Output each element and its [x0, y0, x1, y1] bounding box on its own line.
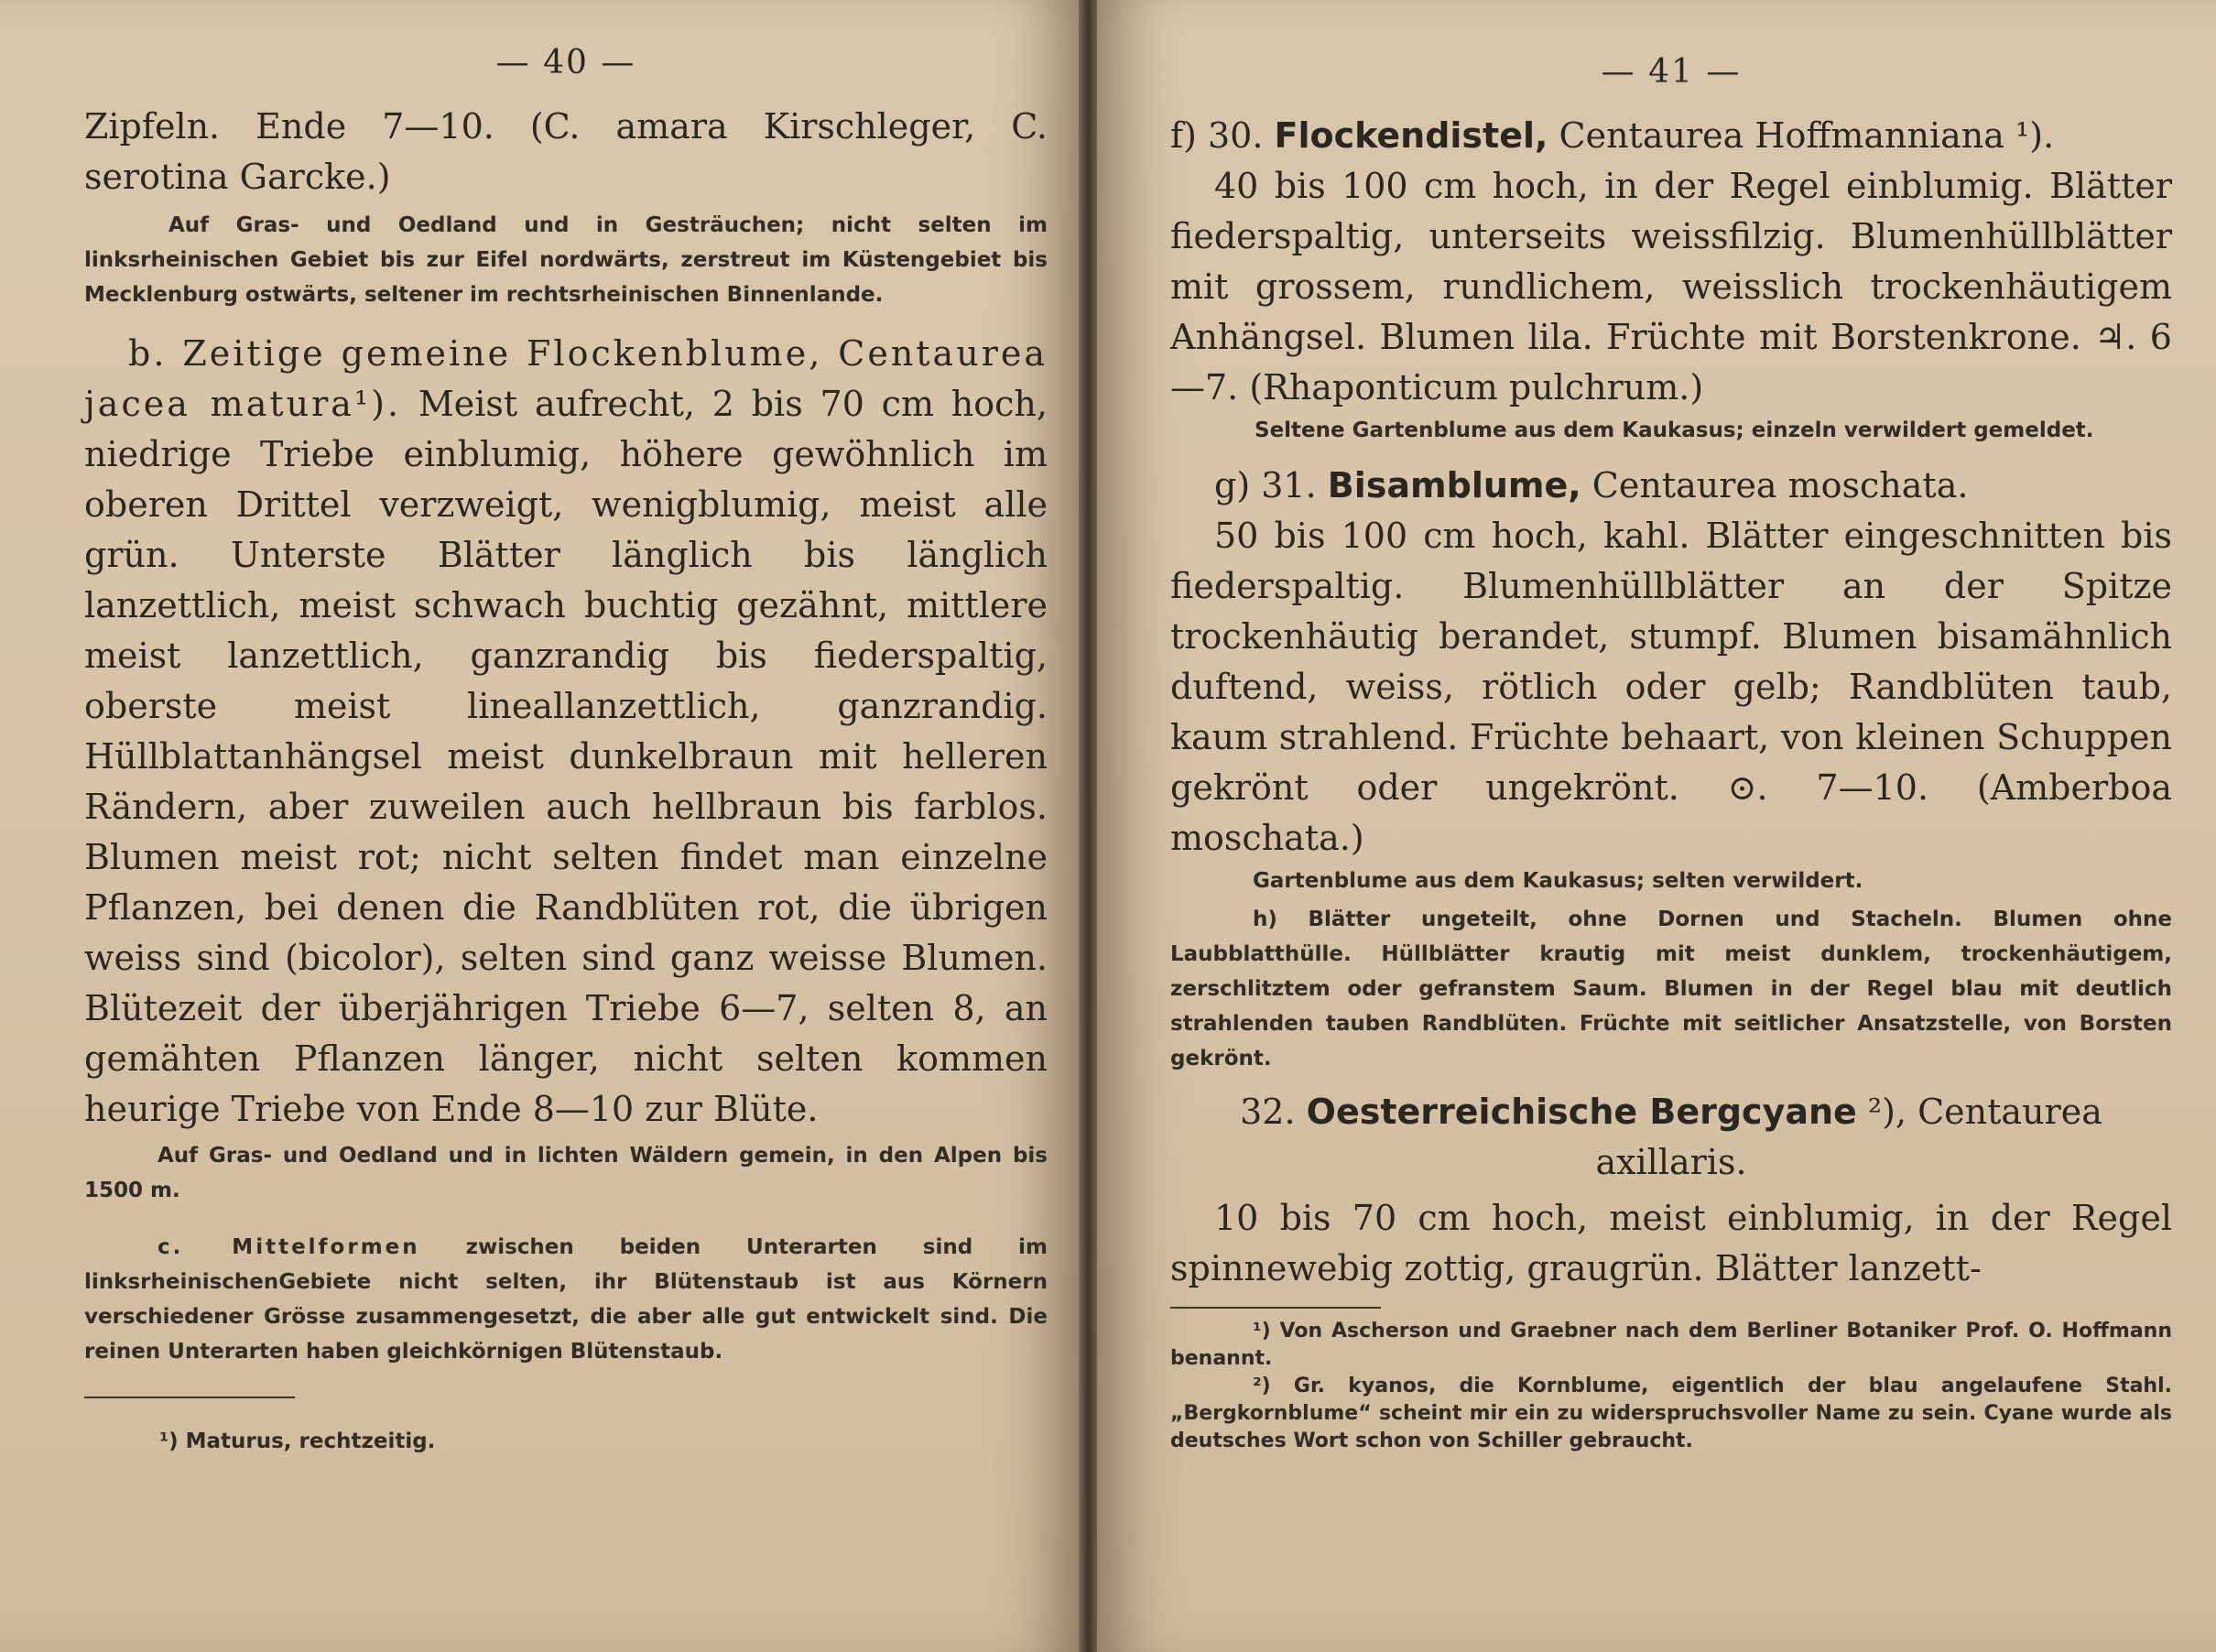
entry-31-latin: Centaurea moschata.	[1581, 465, 1969, 505]
book-gutter	[1079, 0, 1097, 1652]
footnote-right-2: ²) Gr. kyanos, die Kornblume, eigentlich der blau angelaufene Stahl. „Bergkornblume“ scheint mir ein zu widerspruchsvoller Name zu sein. Cyane wurde als deutsches Wort schon von Schiller gebraucht.	[1170, 1375, 2172, 1452]
entry-31-title	[1170, 461, 2172, 511]
footnote-left: ¹) Maturus, rechtzeitig.	[159, 1429, 436, 1453]
left-habitat-a: Auf Gras- und Oedland und in Gesträuchen; nicht selten im linksrheinischen Gebiet bis zur Eifel nordwärts, zerstreut im Küstengebiet bis Mecklenburg ostwärts, seltener im rechtsrheinischen Binnenlande.	[84, 213, 1048, 307]
left-page	[0, 0, 1079, 1652]
right-page	[1097, 0, 2216, 1652]
footnote-rule-right	[1170, 1307, 1381, 1309]
section-c-text: zwischen beiden Unterarten sind im linksrheinischenGebiete nicht selten, ihr Blütenstaub ist aus Körnern verschiedener Grösse zusammengesetzt, die aber alle gut entwickelt sind. Die reinen Unterarten haben gleichkörnigen Blütenstaub.	[84, 1235, 1048, 1364]
entry-30-prefix: f) 30.	[1170, 115, 1264, 156]
entry-31-habitat: Gartenblume aus dem Kaukasus; selten verwildert.	[1253, 869, 1863, 893]
entry-32-title	[1170, 1087, 2172, 1188]
footnote-right-1: ¹) Von Ascherson und Graebner nach dem Berliner Botaniker Prof. O. Hoffmann benannt.	[1170, 1320, 2172, 1370]
entry-30-heading: Flockendistel,	[1274, 115, 1548, 156]
entry-31-prefix: g) 31.	[1214, 465, 1317, 505]
left-habitat-b: Auf Gras- und Oedland und in lichten Wäldern gemein, in den Alpen bis 1500 m.	[84, 1144, 1048, 1202]
left-para-1: Zipfeln. Ende 7—10. (C. amara Kirschleger, C. serotina Garcke.)	[84, 106, 1048, 197]
page-number-left: — 40 —	[495, 44, 636, 82]
entry-30-habitat: Seltene Gartenblume aus dem Kaukasus; einzeln verwildert gemeldet.	[1255, 418, 2094, 442]
entry-32-description: 10 bis 70 cm hoch, meist einblumig, in der Regel spinnewebig zottig, graugrün. Blätter lanzett-	[1170, 1198, 2172, 1288]
left-section-b	[84, 329, 1048, 1135]
page-number-right: — 41 —	[1601, 53, 1742, 91]
entry-32-heading: Oesterreichische Bergcyane	[1306, 1092, 1857, 1132]
group-h-key: h) Blätter ungeteilt, ohne Dornen und Stacheln. Blumen ohne Laubblatthülle. Hüllblätter krautig mit meist dunklem, trockenhäutigem, zerschlitztem oder gefranstem Saum. Blumen in der Regel blau mit deutlich strahlenden tauben Randblüten. Früchte mit seitlicher Ansatzstelle, von Borsten gekrönt.	[1170, 908, 2172, 1071]
entry-32-prefix: 32.	[1240, 1092, 1296, 1132]
section-b-lead: b. Zeitige gemeine Flockenblume, Centaurea jacea matura¹).	[84, 333, 1048, 424]
entry-31-heading: Bisamblume,	[1327, 465, 1581, 505]
footnote-rule-left	[84, 1397, 295, 1398]
entry-30-latin: Centaurea Hoffmanniana ¹).	[1548, 115, 2055, 156]
left-section-c	[84, 1230, 1048, 1369]
section-c-lead: c. Mittelformen	[158, 1235, 420, 1259]
entry-31-description: 50 bis 100 cm hoch, kahl. Blätter eingeschnitten bis fiederspaltig. Blumenhüllblätter an der Spitze trockenhäutig berandet, stumpf. Blumen bisamähnlich duftend, weiss, rötlich oder gelb; Randblüten taub, kaum strahlend. Früchte behaart, von kleinen Schuppen gekrönt oder ungekrönt. ⊙. 7—10. (Amberboa moschata.)	[1170, 516, 2172, 858]
entry-32-latin: ²), Centaurea axillaris.	[1595, 1092, 2102, 1182]
section-b-text: Meist aufrecht, 2 bis 70 cm hoch, niedrige Triebe einblumig, höhere gewöhnlich im oberen Drittel verzweigt, wenigblumig, meist alle grün. Unterste Blätter länglich bis länglich lanzettlich, meist schwach buchtig gezähnt, mittlere meist lanzettlich, ganzrandig bis fiederspaltig, oberste meist lineallanzettlich, ganzrandig. Hüllblattanhängsel meist dunkelbraun mit helleren Rändern, aber zuweilen auch hellbraun bis farblos. Blumen meist rot; nicht selten findet man einzelne Pflanzen, bei denen die Randblüten rot, die übrigen weiss sind (bicolor), selten sind ganz weisse Blumen. Blütezeit der überjährigen Triebe 6—7, selten 8, an gemähten Pflanzen länger, nicht selten kommen heurige Triebe von Ende 8—10 zur Blüte.	[84, 384, 1048, 1129]
entry-30-title	[1170, 111, 2172, 161]
entry-30-description: 40 bis 100 cm hoch, in der Regel einblumig. Blätter fiederspaltig, unterseits weissfilzig. Blumenhüllblätter mit grossem, rundlichem, weisslich trockenhäutigem Anhängsel. Blumen lila. Früchte mit Borstenkrone. ♃. 6—7. (Rhaponticum pulchrum.)	[1170, 166, 2172, 408]
